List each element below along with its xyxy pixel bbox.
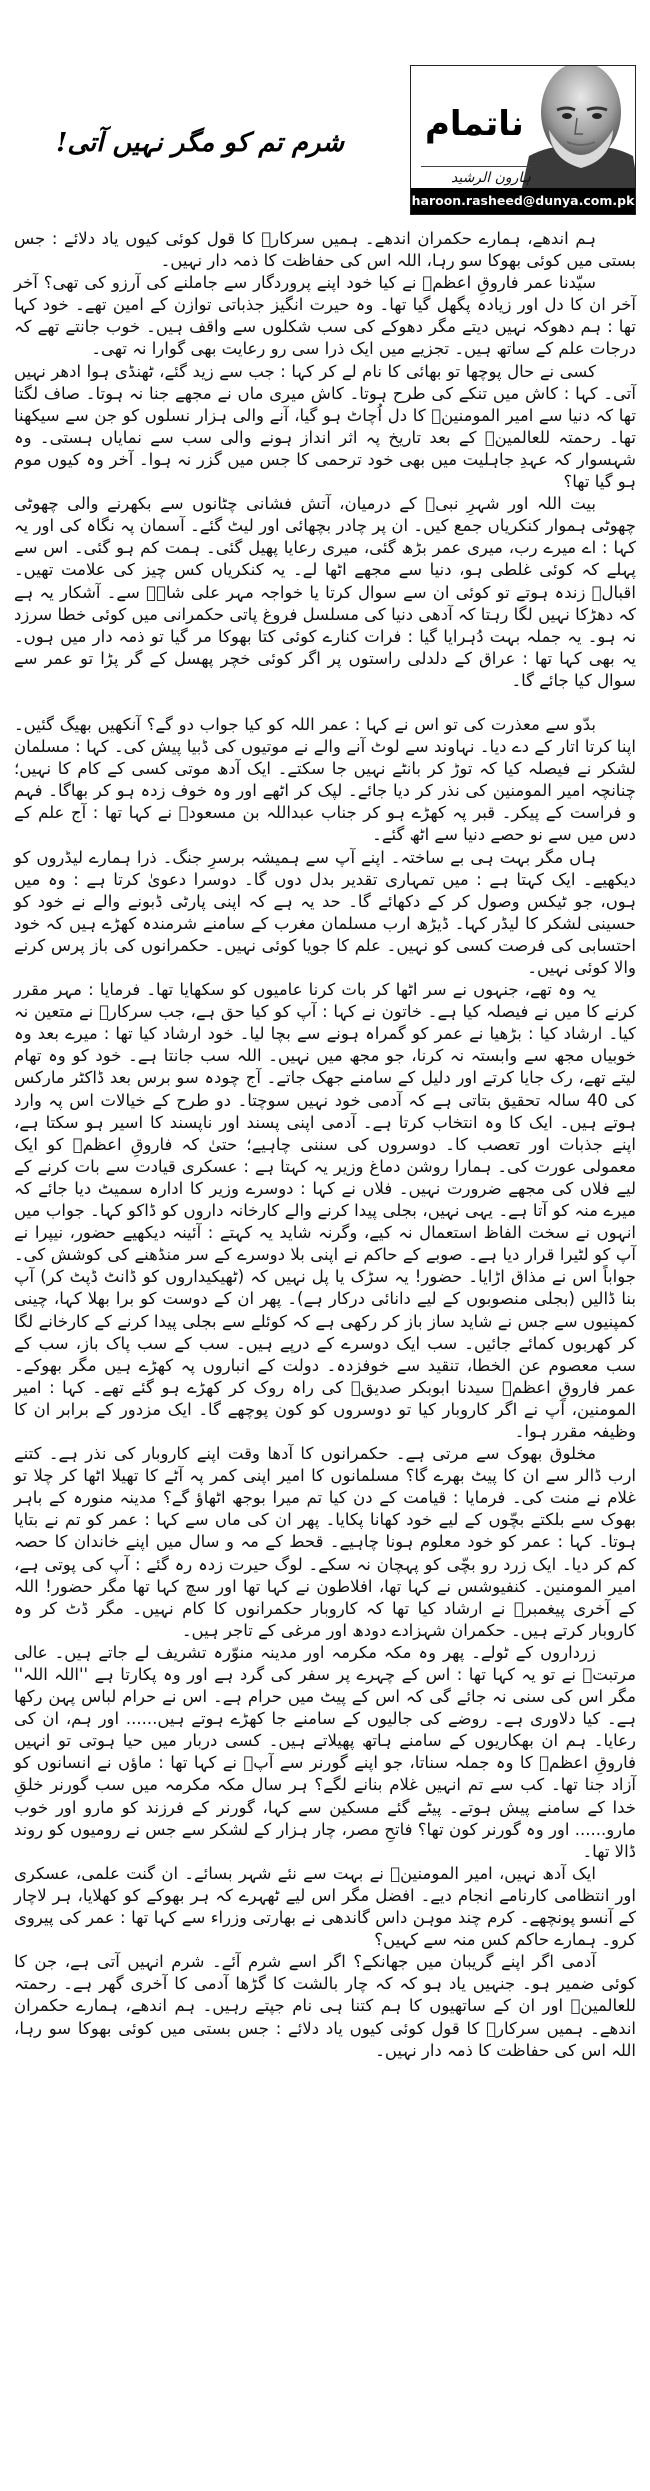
name-divider <box>421 166 531 167</box>
article-headline: شرم تم کو مگر نہیں آتی! <box>55 128 345 158</box>
author-name: ہارون الرشید <box>451 170 531 186</box>
article-paragraph: بیت اللہ اور شہرِ نبیؐ کے درمیان، آتش فشانی چٹانوں سے بکھرنے والی چھوٹی چھوٹی ہموار کنکریاں جمع کیں۔ ان پر چادر بچھائی اور لیٹ گئے۔ آسمان پہ نگاہ کی اور یہ کہا : اے میرے رب، میری عمر بڑھ گئی، میری رعایا پھیل گئی۔ ہمت کم ہو گئی۔ اس سے پہلے کہ کوئی غلطی ہو، دنیا سے مجھے اٹھا لے۔ یہ کنکریاں کس چیز کی علامت تھیں۔ اقبالؔ زندہ ہوتے تو کوئی ان سے سوال کرتا یا خواجہ مہر علی شاہؒ سے۔ آشکار یہ ہے کہ دھڑکا نہیں لگا رہتا کہ آدھی دنیا کی مسلسل فروغ پاتی حکمرانی میں کوئی خطا سرزد نہ ہو۔ یہ جملہ بہت دُہرایا گیا : فرات کنارے کوئی کتا بھوکا مر گیا تو ذمہ دار میں ہوں۔ یہ بھی کہا تھا : عراق کے دلدلی راستوں پر اگر کوئی خچر پھسل کے گر پڑا تو عمر سے سوال کیا جائے گا۔ <box>14 494 636 690</box>
author-portrait-icon <box>521 65 636 192</box>
article-paragraph: یہ وہ تھے، جنہوں نے سر اٹھا کر بات کرنا عامیوں کو سکھایا تھا۔ فرمایا : مہر مقرر کرنے کا میں نے فیصلہ کیا ہے۔ خاتون نے کہا : آپ کو کیا حق ہے، جب سرکارؐ نے متعین نہ کیا۔ ارشاد کیا : بڑھیا نے عمر کو گمراہ ہونے سے بچا لیا۔ خود ارشاد کیا تھا : میرے بعد وہ خوبیاں مجھ سے وابستہ نہ کرنا، جو مجھ میں نہیں۔ اللہ سب جانتا ہے۔ خود کو وہ تھام لیتے تھے، رک جایا کرتے اور دلیل کے سامنے جھک جاتے۔ آج چودہ سو برس بعد ڈاکٹر مارکس کی 40 سالہ تحقیق بتاتی ہے کہ آدمی خود نہیں سوچتا۔ دو طرح کے خیالات اس پہ وارد ہوتے ہیں۔ ایک کا وہ انتخاب کرتا ہے۔ آدمی اپنی پسند اور ناپسند کا اسیر ہو سکتا ہے، اپنے جذبات اور تعصب کا۔ دوسروں کی سننی چاہیے؛ حتیٰ کہ فاروقِ اعظمؓ کو ایک معمولی عورت کی۔ ہمارا روشن دماغ وزیر یہ کہتا ہے : عسکری قیادت سے بات کرنے کے لیے فلاں کی مجھے ضرورت نہیں۔ فلاں نے کہا : دوسرے وزیر کا ادارہ سمیٹ دیا جائے کہ میرے منہ کو آتا ہے۔ یہی نہیں، بجلی پیدا کرنے والے کارخانہ داروں کو ڈاکو کہا۔ جواب میں انہوں نے سخت الفاظ استعمال نہ کیے، وگرنہ شاید یہ کہتے : آئینہ دیکھیے حضور، نیپرا نے آپ کو لٹیرا قرار دیا ہے۔ صوبے کے حاکم نے اپنی بلا دوسرے کے سر منڈھنے کی کوشش کی۔ جواباً اس نے مذاق اڑایا۔ حضور! یہ سڑک یا پل نہیں کہ (ٹھیکیداروں کو ڈانٹ ڈپٹ کر) آپ بنا ڈالیں (بجلی منصوبوں کے لیے دانائی درکار ہے)۔ پھر ان کے دوست کو برا بھلا کہا، چینی کمپنیوں سے جس نے شاید ساز باز کر رکھی ہے کہ کوئلے سے بجلی پیدا کرنے کے کارخانے لگا کر کھربوں کمائے جائیں۔ سب ایک دوسرے کے درپے ہیں۔ سب کے سب پاک باز، سب کے سب معصوم عن الخطا، تنقید سے خوفزدہ۔ دولت کے انباروں پہ کھڑے ہیں مگر بھوکے۔ عمر فاروقِ اعظمؓ سیدنا ابوبکر صدیقؓ کی راہ روک کر کھڑے ہو گئے تھے۔ کہا : امیر المومنین، آپ نے اگر کاروبار کیا تو دوسروں کو کون پوچھے گا۔ ایک مزدور کے برابر ان کا وظیفہ مقرر ہوا۔ <box>14 980 636 1441</box>
article-paragraph: ایک آدھ نہیں، امیر المومنینؓ نے بہت سے نئے شہر بسائے۔ ان گنت علمی، عسکری اور انتظامی کارنامے انجام دیے۔ افضل مگر اس لیے ٹھہرے کہ ہر بھوکے کو کھلایا، ہر لاچار کے آنسو پونچھے۔ کرم چند موہن داس گاندھی نے بھارتی وزراء سے کہا تھا : عمر کی پیروی کرو۔ ہمارے حاکم کس منہ سے کہیں؟ <box>14 1863 636 1950</box>
article-paragraph: بدّو سے معذرت کی تو اس نے کہا : عمر اللہ کو کیا جواب دو گے؟ آنکھیں بھیگ گئیں۔ اپنا کرتا اتار کے دے دیا۔ نہاوند سے لوٹ آنے والے نے موتیوں کی ڈبیا پیش کی۔ کہا : مسلمان لشکر نے فیصلہ کیا کہ توڑ کر بانٹے نہیں جا سکتے۔ ایک آدھ موتی کسی کے کام کا نہیں؛ چنانچہ امیر المومنین کی نذر کر دیا جائے۔ لپک کر اٹھے اور وہ خوف زدہ ہو کر بھاگا۔ فہم و فراست کے پیکر۔ قبر پہ کھڑے ہو کر جناب عبداللہ بن مسعودؓ نے کہا تھا : آج علم کے دس میں سے نو حصے دنیا سے اٹھ گئے۔ <box>14 714 636 845</box>
article-paragraph: ہم اندھے، ہمارے حکمران اندھے۔ ہمیں سرکارؐ کا قول کوئی کیوں یاد دلائے : جس بستی میں کوئی بھوکا سو رہا، اللہ اس کی حفاظت کا ذمہ دار نہیں۔ <box>14 229 636 271</box>
author-email[interactable]: haroon.rasheed@dunya.com.pk <box>411 188 635 214</box>
article-paragraph: ہاں مگر بہت ہی بے ساختہ۔ اپنے آپ سے ہمیشہ برسرِ جنگ۔ ذرا ہمارے لیڈروں کو دیکھیے۔ ایک کہتا ہے : میں تمہاری تقدیر بدل دوں گا۔ دوسرا دعویٰ کرتا ہے : وہ میں ہوں، جو ٹیکس وصول کر کے دکھائے گا۔ حد یہ ہے کہ اپنی پارٹی ڈبونے والے نے خود کو حسینی لشکر کا لیڈر کہا۔ ڈیڑھ ارب مسلمان مغرب کے سامنے شرمندہ کھڑے ہیں کہ خود احتسابی کی فرصت کسی کو نہیں۔ علم کا جویا کوئی نہیں۔ حکمرانوں کی باز پرس کرنے والا کوئی نہیں۔ <box>14 847 636 977</box>
article-paragraph: زرداروں کے ٹولے۔ پھر وہ مکہ مکرمہ اور مدینہ منوّرہ تشریف لے جاتے ہیں۔ عالی مرتبتؐ نے تو یہ کہا تھا : اس کے چہرے پر سفر کی گرد ہے اور وہ پکارتا ہے ''اللہ اللہ'' مگر اس کی سنی نہ جائے گی کہ اس کے پیٹ میں حرام ہے۔ اس نے حرام لباس پہن رکھا ہے۔ کیا دلاوری ہے۔ روضے کی جالیوں کے سامنے جا کھڑے ہوتے ہیں...... اور ہم، ان کی رعایا۔ ہم ان بھکاریوں کے سامنے ہاتھ پھیلاتے ہیں۔ کسی دربار میں حیا ہوتی تو انہیں فاروقِ اعظمؓ کا وہ جملہ سناتا، جو اپنے گورنر سے آپؓ نے کہا تھا : ماؤں نے انسانوں کو آزاد جنا تھا۔ کب سے تم انہیں غلام بنانے لگے؟ ہر سال مکہ مکرمہ میں سب گورنر خلقِ خدا کے سامنے پیش ہوتے۔ پیٹے گئے مسکین سے کہا، گورنر کے فرزند کو مارو اور خوب مارو...... اور وہ گورنر کون تھا؟ فاتحِ مصر، چار ہزار کے لشکر سے جس نے رومیوں کو روند ڈالا تھا۔ <box>14 1642 636 1861</box>
column-header-box <box>410 65 636 215</box>
article-body <box>14 228 636 2062</box>
article-paragraph: مخلوق بھوک سے مرتی ہے۔ حکمرانوں کا آدھا وقت اپنے کاروبار کی نذر ہے۔ کتنے ارب ڈالر سے ان کا پیٹ بھرے گا؟ مسلمانوں کا امیر اپنی کمر پہ آٹے کا تھیلا اٹھا کر چلا تو غلام نے منت کی۔ فرمایا : قیامت کے دن کیا تم میرا بوجھ اٹھاؤ گے؟ مدینہ منورہ کے باہر بھوک سے بلکتے بچّوں کے لیے خود کھانا پکایا۔ پھر ان کی ماں سے کہا : عمر کو تم نے بتایا ہوتا۔ کہا : عمر کو خود معلوم ہونا چاہیے۔ قحط کے مہ و سال میں اپنے خاندان کا حصہ کم کر دیا۔ ایک زرد رو بچّی کو پہچان نہ سکے۔ لوگ حیرت زدہ رہ گئے : آپ کی پوتی ہے، امیر المومنین۔ کنفیوشس نے کہا تھا، افلاطون نے کہا تھا اور سچ کہا تھا مگر حضور! اللہ کے آخری پیغمبرؐ نے ارشاد کیا تھا کہ کاروبار حکمرانوں کا کام نہیں۔ مگر ڈٹ کر وہ کاروبار کرتے ہیں۔ حکمران شہزادے دودھ اور مرغی کے تاجر ہیں۔ <box>14 1444 636 1640</box>
article-paragraph: کسی نے حال پوچھا تو بھائی کا نام لے کر کہا : جب سے زید گئے، ٹھنڈی ہوا ادھر نہیں آتی۔ کہا : کاش میں تنکے کی طرح ہوتا۔ کاش میری ماں نے مجھے جنا نہ ہوتا۔ صاف لگتا تھا کہ دنیا سے امیر المومنینؓ کا دل اُچاٹ ہو گیا، آنے والی ہزار نسلوں کو جن سے سیکھنا تھا۔ رحمتہ للعالمینؐ کے بعد تاریخ پہ اثر انداز ہونے والی سب سے نمایاں ہستی۔ وہ شہسوار کہ عہدِ جاہلیت میں بھی خود ترحمی کا جس میں گزر نہ ہوا۔ آخر وہ کیوں موم ہو گیا تھا؟ <box>14 361 636 492</box>
article-paragraph: آدمی اگر اپنے گریبان میں جھانکے؟ اگر اسے شرم آئے۔ شرم انہیں آتی ہے، جن کا کوئی ضمیر ہو۔ جنہیں یاد ہو کہ کہ چار بالشت کا گڑھا آدمی کا آخری گھر ہے۔ رحمتہ للعالمینؐ اور ان کے ساتھیوں کا ہم کتنا ہی نام جپتے رہیں۔ ہم اندھے، ہمارے حکمران اندھے۔ ہمیں سرکارؐ کا قول کوئی کیوں یاد دلائے : جس بستی میں کوئی بھوکا سو رہا، اللہ اس کی حفاظت کا ذمہ دار نہیں۔ <box>14 1952 636 2060</box>
column-name: ناتمام <box>425 104 524 144</box>
article-paragraph: سیّدنا عمر فاروقِ اعظمؓ نے کیا خود اپنے پروردگار سے جاملنے کی آرزو کی تھی؟ آخر آخر ان کا دل اور زیادہ پگھل گیا تھا۔ وہ حیرت انگیز جذباتی توازن کے امین تھے۔ خود کہا تھا : ہم دھوکہ نہیں دیتے مگر دھوکے کی سب شکلوں سے واقف ہیں۔ خوب جانتے تھے کہ درجات علم کے ساتھ ہیں۔ تجزیے میں ایک ذرا سی رو رعایت بھی گوارا نہ تھی۔ <box>14 273 636 359</box>
